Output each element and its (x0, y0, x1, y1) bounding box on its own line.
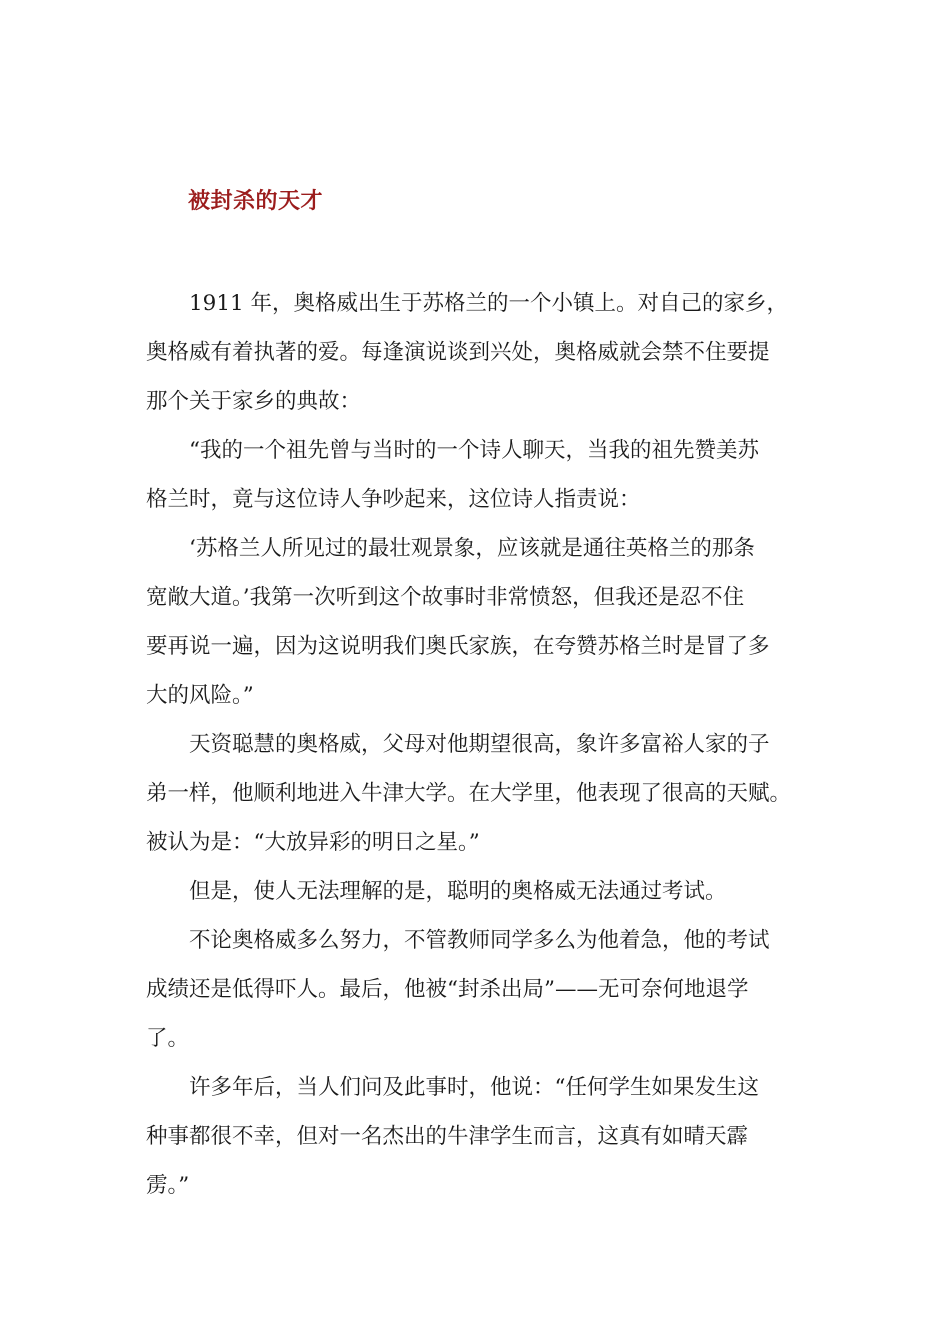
text-line: 了。 (146, 1026, 190, 1051)
paragraph (146, 1063, 811, 1210)
text-line: 成绩还是低得吓人。最后，他被“封杀出局”——无可奈何地退学 (146, 977, 749, 1002)
document-body (146, 279, 811, 1210)
text-line: 雳。” (146, 1173, 190, 1198)
text-line: 种事都很不幸，但对一名杰出的牛津学生而言，这真有如晴天霹 (146, 1124, 749, 1149)
text-line: 格兰时，竟与这位诗人争吵起来，这位诗人指责说： (146, 487, 641, 512)
paragraph (146, 867, 811, 916)
text-line: 1911 年，奥格威出生于苏格兰的一个小镇上。对自己的家乡， (189, 291, 789, 316)
text-line: 但是，使人无法理解的是，聪明的奥格威无法通过考试。 (189, 879, 727, 904)
text-line: 许多年后，当人们问及此事时，他说：“任何学生如果发生这 (189, 1075, 759, 1100)
text-line: “我的一个祖先曾与当时的一个诗人聊天，当我的祖先赞美苏 (189, 438, 759, 463)
paragraph (146, 279, 811, 426)
text-line: 弟一样，他顺利地进入牛津大学。在大学里，他表现了很高的天赋。 (146, 781, 792, 806)
paragraph (146, 426, 811, 524)
text-line: 要再说一遍，因为这说明我们奥氏家族，在夸赞苏格兰时是冒了多 (146, 634, 770, 659)
text-line: 天资聪慧的奥格威，父母对他期望很高，象许多富裕人家的子 (189, 732, 770, 757)
text-line: ‘苏格兰人所见过的最壮观景象，应该就是通往英格兰的那条 (189, 536, 755, 561)
text-line: 奥格威有着执著的爱。每逢演说谈到兴处，奥格威就会禁不住要提 (146, 340, 770, 365)
text-line: 不论奥格威多么努力，不管教师同学多么为他着急，他的考试 (189, 928, 770, 953)
text-line: 被认为是：“大放异彩的明日之星。” (146, 830, 480, 855)
paragraph (146, 720, 811, 867)
text-line: 宽敞大道。’我第一次听到这个故事时非常愤怒，但我还是忍不住 (146, 585, 745, 610)
document-title: 被封杀的天才 (188, 188, 324, 214)
text-line: 那个关于家乡的典故： (146, 389, 362, 414)
text-line: 大的风险。” (146, 683, 254, 708)
paragraph (146, 524, 811, 720)
paragraph (146, 916, 811, 1063)
